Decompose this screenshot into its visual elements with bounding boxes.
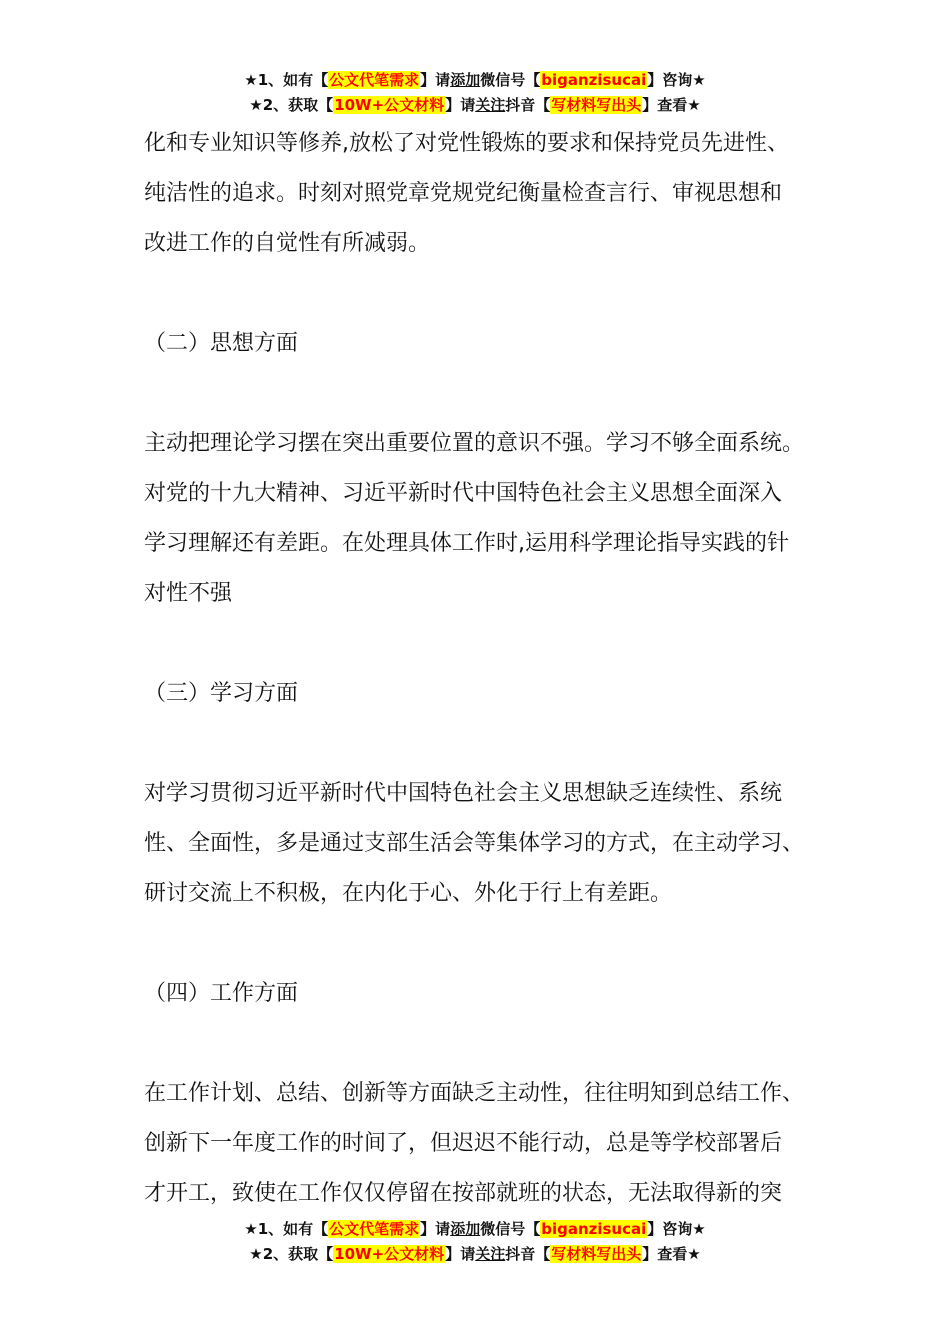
banner-text: 】咨询★ [647,1220,706,1238]
paragraph-line: 才开工，致使在工作仅仅停留在按部就班的状态，无法取得新的突 [144,1181,783,1206]
banner-text: ★1、如有【 [244,1220,329,1238]
banner-text: ★2、获取【 [249,96,334,114]
banner-text: 抖音【 [505,1245,551,1263]
banner-text: 抖音【 [505,96,551,114]
banner-text: 微信号【 [480,1220,541,1238]
paragraph [144,1069,834,1219]
banner-highlight: 10W+公文材料 [334,1245,445,1263]
paragraph-line: 改进工作的自觉性有所减弱。 [144,231,431,256]
banner-text: 】请 [420,1220,451,1238]
paragraph-line: 化和专业知识等修养,放松了对党性锻炼的要求和保持党员先进性、 [144,131,789,156]
paragraph-line: 在工作计划、总结、创新等方面缺乏主动性，往往明知到总结工作、 [144,1081,805,1106]
banner-underlined-text: 添加 [450,71,481,89]
section-heading: （二）思想方面 [144,331,299,356]
banner-highlight: 写材料写出头 [551,96,642,114]
section-heading: （四）工作方面 [144,981,299,1006]
banner-text: ★2、获取【 [249,1245,334,1263]
banner-highlight: biganzisucai [541,1220,647,1238]
banner-line-1 [0,1217,950,1242]
paragraph [144,119,834,269]
banner-text: 】请 [445,96,476,114]
paragraph-line: 研讨交流上不积极，在内化于心、外化于行上有差距。 [144,881,673,906]
banner-text: 】查看★ [642,96,701,114]
banner-underlined-text: 添加 [450,1220,481,1238]
banner-text: 】请 [420,71,451,89]
paragraph-line: 主动把理论学习摆在突出重要位置的意识不强。学习不够全面系统。 [144,431,805,456]
document-body [144,119,834,1219]
banner-text: 】咨询★ [647,71,706,89]
paragraph-line: 对党的十九大精神、习近平新时代中国特色社会主义思想全面深入 [144,481,783,506]
paragraph-line: 学习理解还有差距。在处理具体工作时,运用科学理论指导实践的针 [144,531,789,556]
banner-highlight: 10W+公文材料 [334,96,445,114]
footer-banner [0,1217,950,1267]
banner-text: 】请 [445,1245,476,1263]
banner-text: 微信号【 [480,71,541,89]
banner-text: ★1、如有【 [244,71,329,89]
paragraph [144,419,834,619]
banner-underlined-text: 关注 [475,96,506,114]
banner-highlight: 公文代笔需求 [329,1220,420,1238]
banner-highlight: 写材料写出头 [551,1245,642,1263]
paragraph-line: 创新下一年度工作的时间了，但迟迟不能行动，总是等学校部署后 [144,1131,783,1156]
banner-line-2 [0,93,950,118]
banner-underlined-text: 关注 [475,1245,506,1263]
banner-line-2 [0,1242,950,1267]
banner-highlight: 公文代笔需求 [329,71,420,89]
paragraph [144,769,834,919]
paragraph-line: 对性不强 [144,581,233,606]
paragraph-line: 对学习贯彻习近平新时代中国特色社会主义思想缺乏连续性、系统 [144,781,783,806]
header-banner [0,68,950,118]
banner-highlight: biganzisucai [541,71,647,89]
banner-line-1 [0,68,950,93]
paragraph-line: 性、全面性，多是通过支部生活会等集体学习的方式，在主动学习、 [144,831,805,856]
banner-text: 】查看★ [642,1245,701,1263]
section-heading: （三）学习方面 [144,681,299,706]
paragraph-line: 纯洁性的追求。时刻对照党章党规党纪衡量检查言行、审视思想和 [144,181,783,206]
